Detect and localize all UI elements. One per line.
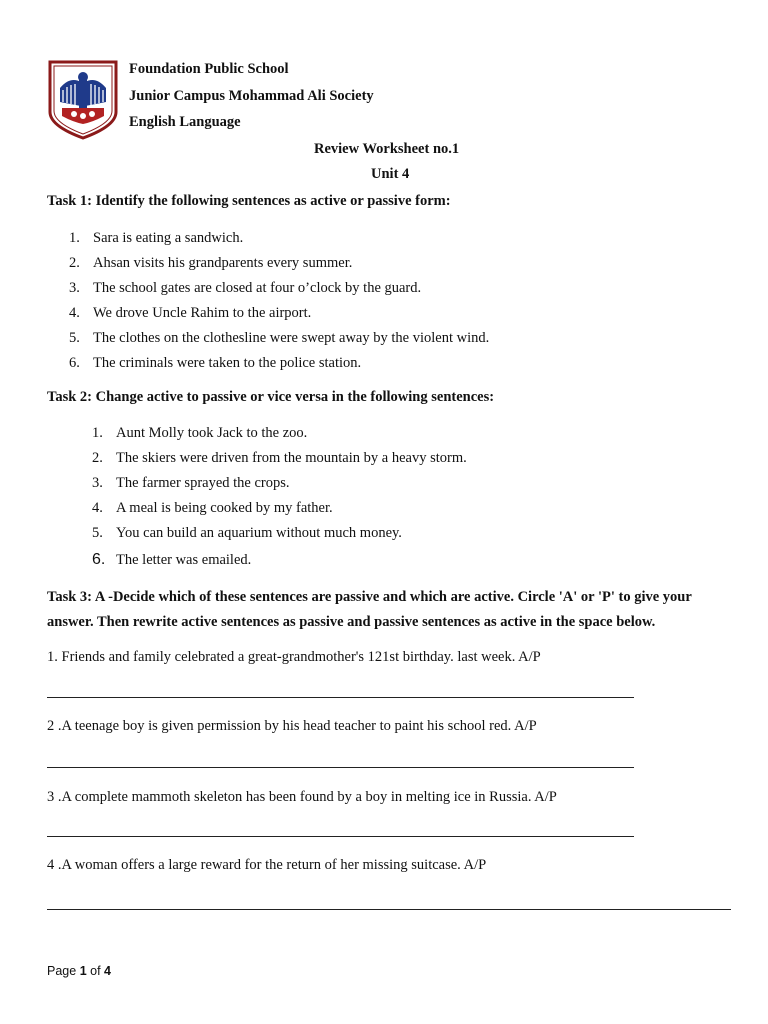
list-item [92, 424, 467, 449]
item-number: 4. [69, 305, 80, 321]
list-item [92, 499, 467, 524]
task1-title: Task 1: Identify the following sentences as active or passive form: [47, 193, 451, 209]
item-text: The school gates are closed at four o’clock by the guard. [93, 280, 422, 296]
school-name: Foundation Public School [129, 61, 289, 77]
unit-title: Unit 4 [371, 166, 410, 182]
page-label: Page [47, 964, 77, 978]
worksheet-title: Review Worksheet no.1 [314, 141, 460, 157]
answer-line-4[interactable] [47, 909, 731, 910]
page-footer [47, 964, 111, 978]
item-text: Aunt Molly took Jack to the zoo. [116, 425, 308, 441]
list-item [69, 279, 489, 304]
page-total: 4 [104, 964, 111, 978]
subject-name: English Language [129, 114, 241, 130]
list-item [92, 449, 467, 474]
answer-line-1[interactable] [47, 697, 634, 698]
answer-line-2[interactable] [47, 767, 634, 768]
item-number: 3. [92, 475, 103, 491]
list-item [92, 474, 467, 499]
item-text: You can build an aquarium without much money. [116, 525, 402, 541]
task2-title: Task 2: Change active to passive or vice versa in the following sentences: [47, 389, 495, 405]
item-text: The criminals were taken to the police station. [93, 355, 362, 371]
page-number: 1 [79, 964, 87, 978]
item-number: 4. [92, 500, 103, 516]
item-text: Sara is eating a sandwich. [93, 230, 244, 246]
item-text: The farmer sprayed the crops. [116, 475, 290, 491]
item-text: Ahsan visits his grandparents every summer. [93, 255, 353, 271]
list-item [69, 229, 489, 254]
item-number: 6. [92, 551, 106, 568]
item-text: We drove Uncle Rahim to the airport. [93, 305, 312, 321]
item-text: A meal is being cooked by my father. [116, 500, 333, 516]
list-item [69, 304, 489, 329]
item-number: 1. [92, 425, 103, 441]
school-crest-logo [48, 60, 118, 140]
campus-name: Junior Campus Mohammad Ali Society [129, 88, 374, 104]
item-number: 2. [69, 255, 80, 271]
item-number: 6. [69, 355, 80, 371]
item-number: 5. [69, 330, 80, 346]
task3-question-3: 3 .A complete mammoth skeleton has been found by a boy in melting ice in Russia. A/P [47, 789, 557, 805]
list-item [69, 254, 489, 279]
task2-list [92, 424, 467, 574]
of-label: of [90, 964, 101, 978]
task1-list [69, 229, 489, 379]
list-item [92, 524, 467, 549]
task3-question-2: 2 .A teenage boy is given permission by his head teacher to paint his school red. A/P [47, 718, 537, 734]
item-number: 5. [92, 525, 103, 541]
list-item [69, 354, 489, 379]
item-number: 1. [69, 230, 80, 246]
list-item [92, 551, 467, 576]
task3-question-1: 1. Friends and family celebrated a great-grandmother's 121st birthday. last week. A/P [47, 649, 541, 665]
item-text: The letter was emailed. [116, 552, 252, 568]
answer-line-3[interactable] [47, 836, 634, 837]
item-text: The clothes on the clothesline were swept away by the violent wind. [93, 330, 490, 346]
list-item [69, 329, 489, 354]
task3-title-line2: answer. Then rewrite active sentences as passive and passive sentences as active in the space below. [47, 614, 656, 630]
task3-title-line1: Task 3: A -Decide which of these sentences are passive and which are active. Circle 'A' or 'P' to give your [47, 589, 692, 605]
task3-question-4: 4 .A woman offers a large reward for the return of her missing suitcase. A/P [47, 857, 487, 873]
item-number: 3. [69, 280, 80, 296]
item-number: 2. [92, 450, 103, 466]
item-text: The skiers were driven from the mountain by a heavy storm. [116, 450, 467, 466]
